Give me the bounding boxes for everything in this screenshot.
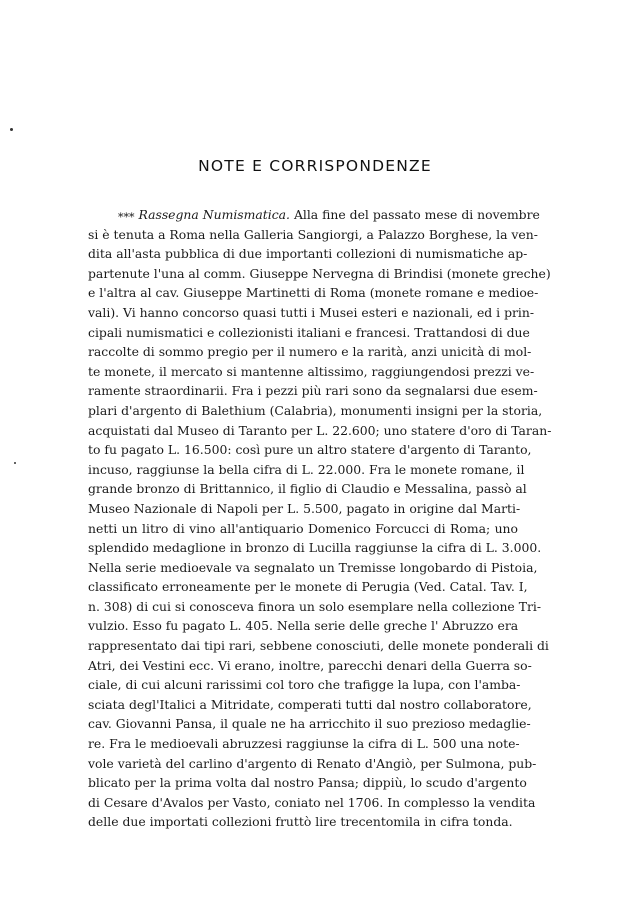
text-line: delle due importati collezioni fruttò lire trecentomila in cifra tonda. — [88, 814, 513, 830]
text-line: plari d'argento di Balethium (Calabria), monumenti insigni per la storia, — [88, 402, 543, 418]
text-line: di Cesare d'Avalos per Vasto, coniato nel 1706. In complesso la vendita — [88, 794, 536, 810]
text-line: vulzio. Esso fu pagato L. 405. Nella serie delle greche l' Abruzzo era — [88, 618, 519, 634]
text-line: acquistati dal Museo di Taranto per L. 22.600; uno statere d'oro di Taran- — [88, 422, 552, 438]
asterism-icon: ⁎⁎⁎ — [118, 207, 135, 220]
text-line: ciale, di cui alcuni rarissimi col toro che trafigge la lupa, con l'amba- — [88, 677, 521, 693]
text-line: Alla fine del passato mese di novembre — [293, 207, 540, 222]
text-line: Atri, dei Vestini ecc. Vi erano, inoltre, parecchi denari della Guerra so- — [88, 657, 532, 673]
text-line: grande bronzo di Brittannico, il figlio di Claudio e Messalina, passò al — [88, 481, 527, 497]
text-line: vali). Vi hanno concorso quasi tutti i Musei esteri e nazionali, ed i prin- — [88, 304, 535, 320]
text-line: splendido medaglione in bronzo di Lucilla raggiunse la cifra di L. 3.000. — [88, 540, 542, 556]
text-line: te monete, il mercato si mantenne altissimo, raggiungendosi prezzi ve- — [88, 363, 535, 379]
text-line: n. 308) di cui si conosceva finora un solo esemplare nella collezione Tri- — [88, 598, 542, 614]
text-line: e l'altra al cav. Giuseppe Martinetti di Roma (monete romane e medioe- — [88, 285, 539, 301]
article-heading: Rassegna Numismatica. — [138, 207, 290, 222]
text-line: si è tenuta a Roma nella Galleria Sangiorgi, a Palazzo Borghese, la ven- — [88, 226, 538, 242]
text-line: Nella serie medioevale va segnalato un Tremisse longobardo di Pistoia, — [88, 559, 538, 575]
text-line: rappresentato dai tipi rari, sebbene conosciuti, delle monete ponderali di — [88, 638, 549, 654]
text-line: re. Fra le medioevali abruzzesi raggiunse la cifra di L. 500 una note- — [88, 736, 520, 752]
text-line: sciata degl'Italici a Mitridate, comperati tutti dal nostro collaboratore, — [88, 696, 532, 712]
article-body — [88, 205, 552, 832]
text-line: classificato erroneamente per le monete di Perugia (Ved. Catal. Tav. I, — [88, 579, 528, 595]
text-line: raccolte di sommo pregio per il numero e la rarità, anzi unicità di mol- — [88, 344, 532, 360]
text-line: cav. Giovanni Pansa, il quale ne ha arricchito il suo prezioso medaglie- — [88, 716, 531, 732]
text-line: partenute l'una al comm. Giuseppe Nervegna di Brindisi (monete greche) — [88, 265, 551, 281]
text-line: blicato per la prima volta dal nostro Pansa; dippiù, lo scudo d'argento — [88, 775, 527, 791]
text-line: to fu pagato L. 16.500: così pure un altro statere d'argento di Taranto, — [88, 442, 532, 458]
text-line: vole varietà del carlino d'argento di Renato d'Angiò, per Sulmona, pub- — [88, 755, 537, 771]
text-line: incuso, raggiunse la bella cifra di L. 22.000. Fra le monete romane, il — [88, 461, 525, 477]
text-line: Museo Nazionale di Napoli per L. 5.500, pagato in origine dal Marti- — [88, 500, 521, 516]
article-first-line — [88, 205, 540, 225]
text-line: netti un litro di vino all'antiquario Domenico Forcucci di Roma; uno — [88, 520, 518, 536]
page-title: NOTE E CORRISPONDENZE — [198, 157, 432, 175]
text-line: cipali numismatici e collezionisti italiani e francesi. Trattandosi di due — [88, 324, 530, 340]
margin-speck — [10, 128, 13, 131]
text-line: dita all'asta pubblica di due importanti collezioni di numismatiche ap- — [88, 246, 528, 262]
margin-speck — [14, 462, 16, 464]
text-line: ramente straordinarii. Fra i pezzi più rari sono da segnalarsi due esem- — [88, 383, 538, 399]
